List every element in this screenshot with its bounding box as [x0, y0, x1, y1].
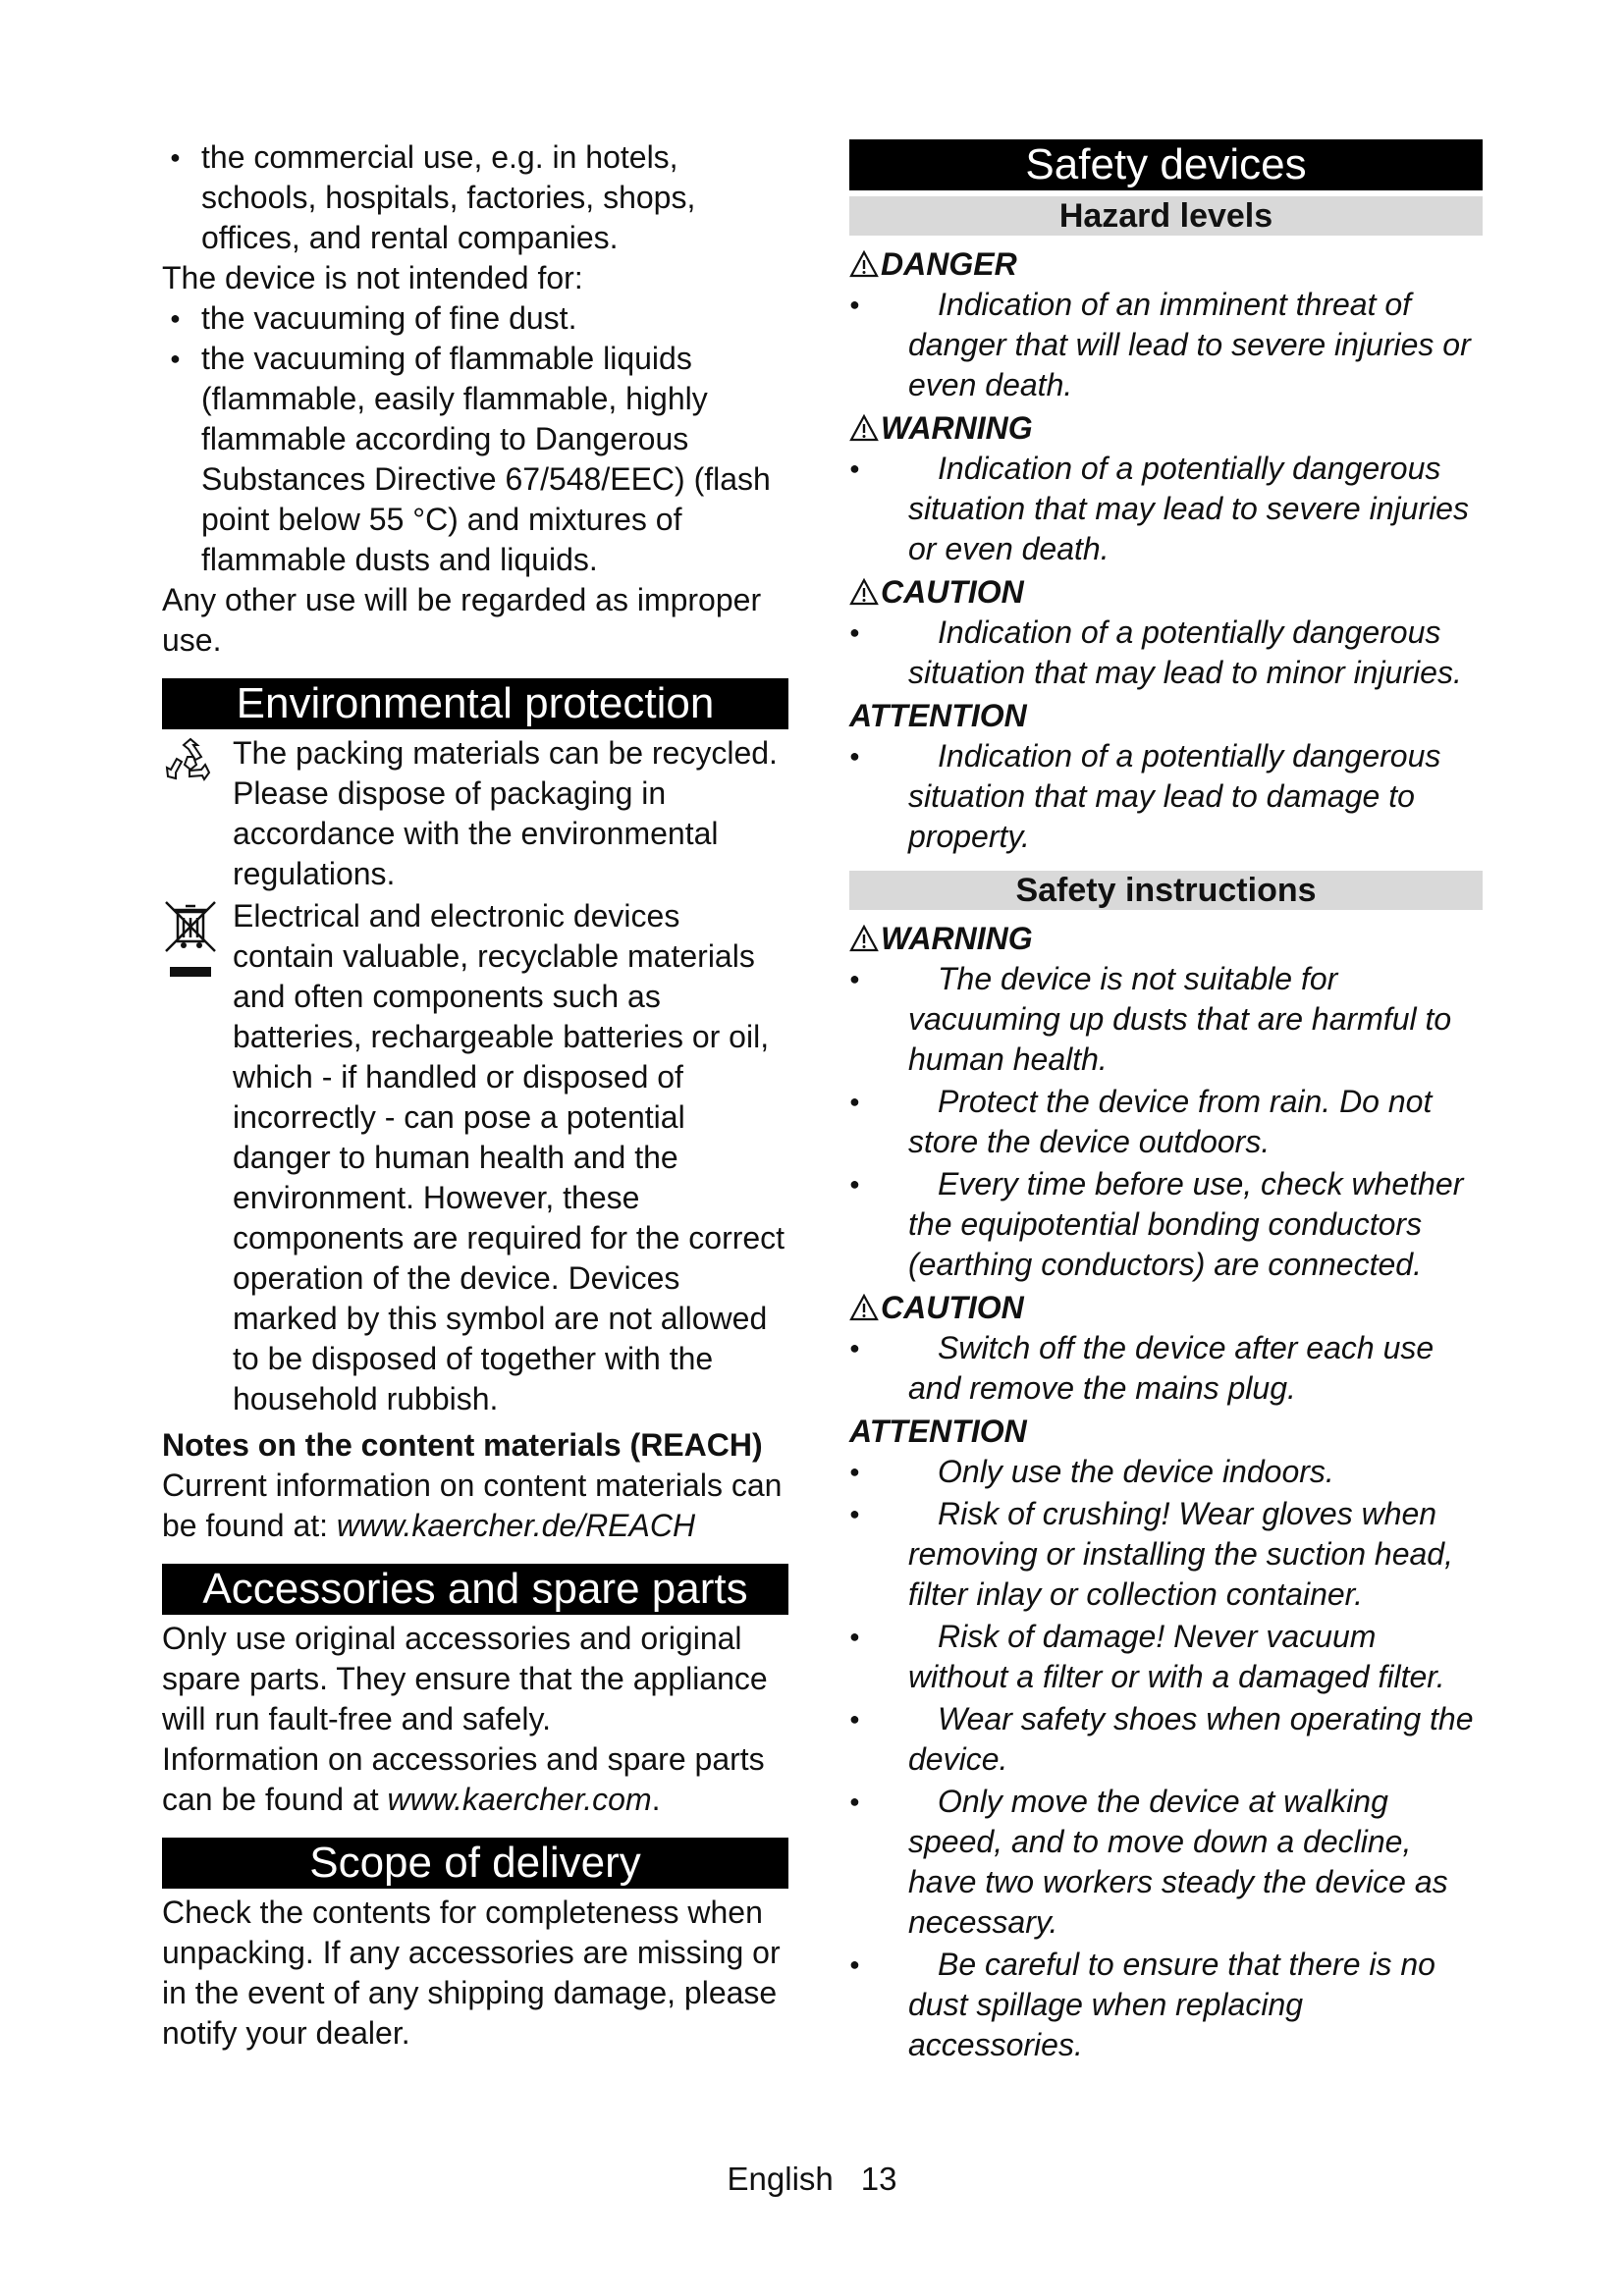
list-item: ● Be careful to ensure that there is no dust spillage when replacing accessories.: [849, 1945, 1483, 2065]
page-footer: [0, 2160, 1624, 2199]
warning-triangle-icon: [849, 925, 879, 952]
intended-use-list: [162, 137, 788, 258]
right-column: [849, 137, 1483, 2065]
instr-label-attention: ATTENTION: [849, 1414, 1027, 1449]
accessories-info-text: Information on accessories and spare parts can be found at: [162, 1741, 765, 1817]
instr-label-warning: WARNING: [849, 918, 1483, 959]
recycle-icon: [162, 735, 219, 797]
hazard-label-warning: WARNING: [849, 407, 1483, 449]
improper-use-text: Any other use will be regarded as improper use.: [162, 582, 762, 658]
list-item: ● The device is not suitable for vacuuming up dusts that are harmful to human health.: [849, 959, 1483, 1080]
hazard-label-danger: DANGER: [849, 243, 1483, 285]
reach-paragraph: [162, 1466, 788, 1546]
page-number: 13: [860, 2161, 897, 2197]
list-item: ● Indication of a potentially dangerous situation that may lead to damage to property.: [849, 736, 1483, 857]
subsection-hazard-levels: Hazard levels: [849, 196, 1483, 236]
warning-triangle-icon: [849, 414, 879, 442]
footer-language: English: [727, 2161, 834, 2197]
instr-list-attention: [849, 1452, 1483, 2065]
warning-triangle-icon: [849, 1294, 879, 1321]
crossed-bin-icon: [162, 898, 221, 991]
list-item: ● Protect the device from rain. Do not store the device outdoors.: [849, 1082, 1483, 1162]
instr-label-caution: CAUTION: [849, 1287, 1483, 1328]
reach-link[interactable]: www.kaercher.de/REACH: [336, 1508, 696, 1543]
scope-text: Check the contents for completeness when unpacking. If any accessories are missing or in the event of any shipping damage, please notify your dealer.: [162, 1895, 781, 2051]
not-intended-heading: The device is not intended for:: [162, 260, 583, 295]
section-title-scope: Scope of delivery: [162, 1838, 788, 1889]
subsection-safety-instructions: Safety instructions: [849, 871, 1483, 910]
list-item: ● Indication of a potentially dangerous situation that may lead to minor injuries.: [849, 613, 1483, 693]
list-item: ● the commercial use, e.g. in hotels, schools, hospitals, factories, shops, offices, and rental companies.: [162, 137, 788, 258]
recycle-paragraph: [162, 733, 788, 894]
hazard-list-caution: [849, 613, 1483, 693]
list-item: ● Only use the device indoors.: [849, 1452, 1483, 1492]
list-item: ● the vacuuming of fine dust.: [162, 298, 788, 339]
hazard-list-danger: [849, 285, 1483, 405]
list-item: ● Indication of an imminent threat of danger that will lead to severe injuries or even death.: [849, 285, 1483, 405]
accessories-info: [162, 1739, 788, 1820]
not-intended-list: [162, 298, 788, 580]
accessories-info-end: .: [651, 1782, 661, 1817]
list-item: ● Risk of damage! Never vacuum without a filter or with a damaged filter.: [849, 1617, 1483, 1697]
list-item: ● Every time before use, check whether the equipotential bonding conductors (earthing conductors) are connected.: [849, 1164, 1483, 1285]
weee-text: Electrical and electronic devices contain valuable, recyclable materials and often components such as batteries, rechargeable batteries or oil, which - if handled or disposed of incorrectly - can pose a potential danger to human health and the environment. However, these components are required for the correct operation of the device. Devices marked by this symbol are not allowed to be disposed of together with the household rubbish.: [233, 898, 785, 1416]
accessories-link[interactable]: www.kaercher.com: [387, 1782, 652, 1817]
reach-heading: Notes on the content materials (REACH): [162, 1427, 763, 1463]
reach-text: Current information on content materials can be found at:: [162, 1468, 783, 1543]
section-title-safety-devices: Safety devices: [849, 139, 1483, 190]
hazard-label-caution: CAUTION: [849, 571, 1483, 613]
weee-paragraph: [162, 896, 788, 1419]
list-item: ● Wear safety shoes when operating the device.: [849, 1699, 1483, 1780]
list-item: ● Only move the device at walking speed, and to move down a decline, have two workers steady the device as necessary.: [849, 1782, 1483, 1943]
recycle-text: The packing materials can be recycled. Please dispose of packaging in accordance with the environmental regulations.: [233, 735, 778, 891]
warning-triangle-icon: [849, 250, 879, 278]
list-item: ● Indication of a potentially dangerous situation that may lead to severe injuries or even death.: [849, 449, 1483, 569]
warning-triangle-icon: [849, 578, 879, 606]
list-item: ● Switch off the device after each use and remove the mains plug.: [849, 1328, 1483, 1409]
list-item: ● the vacuuming of flammable liquids (flammable, easily flammable, highly flammable according to Dangerous Substances Directive 67/548/EEC) (flash point below 55 °C) and mixtures of flammable dusts and liquids.: [162, 339, 788, 580]
hazard-list-warning: [849, 449, 1483, 569]
accessories-text: Only use original accessories and original spare parts. They ensure that the appliance will run fault-free and safely.: [162, 1621, 768, 1736]
list-item: ● Risk of crushing! Wear gloves when removing or installing the suction head, filter inlay or collection container.: [849, 1494, 1483, 1615]
left-column: [162, 137, 788, 2054]
section-title-environmental: Environmental protection: [162, 678, 788, 729]
section-title-accessories: Accessories and spare parts: [162, 1564, 788, 1615]
hazard-list-attention: [849, 736, 1483, 857]
hazard-label-attention: ATTENTION: [849, 698, 1027, 733]
instr-list-warning: [849, 959, 1483, 1285]
instr-list-caution: [849, 1328, 1483, 1409]
